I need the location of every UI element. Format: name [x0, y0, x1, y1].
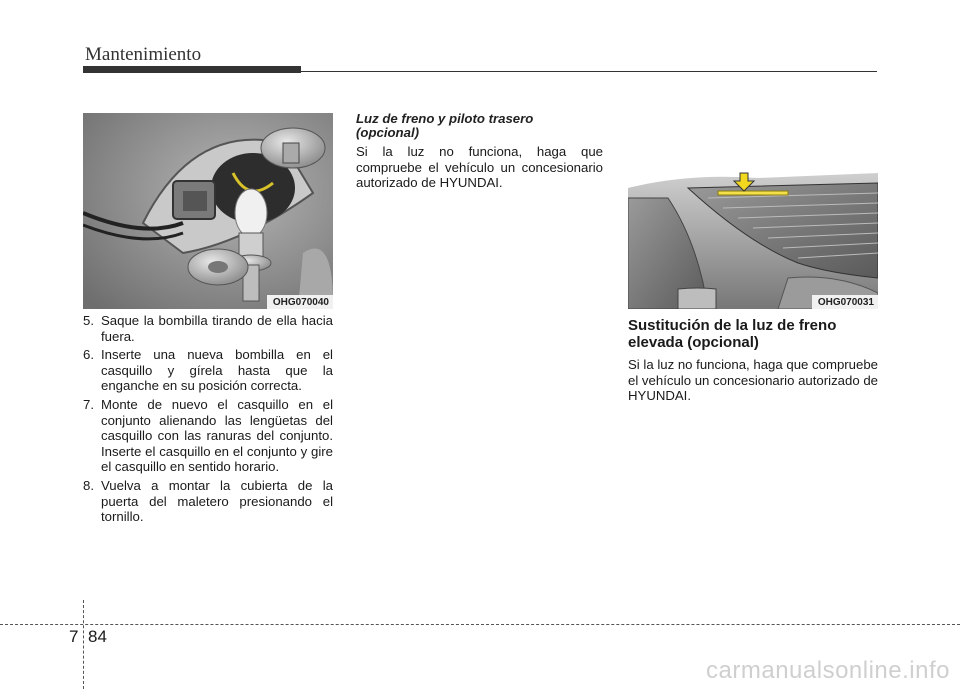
- car-rear-illustration: [628, 113, 878, 309]
- watermark: carmanualsonline.info: [706, 657, 950, 684]
- bulb-socket-illustration: [83, 113, 333, 309]
- figure-code: OHG070040: [267, 295, 333, 309]
- step-item: 6. Inserte una nueva bombilla en el casquillo y gírela hasta que la enganche en su posición correcta.: [83, 347, 333, 394]
- chapter-number: 7: [69, 627, 79, 646]
- steps-column: [83, 313, 333, 528]
- figure-code: OHG070031: [812, 295, 878, 309]
- step-item: 8. Vuelva a montar la cubierta de la puerta del maletero presionando el tornillo.: [83, 477, 333, 525]
- car-rear-drawing: [628, 113, 878, 309]
- step-item: 5. Saque la bombilla tirando de ella hacia fuera.: [83, 313, 333, 344]
- header-bar: [83, 66, 301, 73]
- body-paragraph: Si la luz no funciona, haga que compruebe el vehículo un concesionario autorizado de HYUNDAI.: [628, 357, 879, 404]
- subheading: Luz de freno y piloto trasero (opcional): [356, 111, 534, 140]
- body-paragraph: Si la luz no funciona, haga que compruebe el vehículo un concesionario autorizado de HYUNDAI.: [356, 144, 603, 191]
- section-heading: Sustitución de la luz de freno elevada (opcional): [628, 317, 837, 351]
- middle-column: [356, 112, 603, 191]
- header-rule: [301, 71, 877, 72]
- steps-list: [83, 313, 333, 525]
- page-number: 84: [88, 627, 107, 646]
- footer-divider: [83, 600, 84, 689]
- bulb-socket-drawing: [83, 113, 333, 309]
- section-title: Mantenimiento: [85, 44, 202, 65]
- footer-rule: [0, 624, 960, 625]
- step-item: 7. Monte de nuevo el casquillo en el conjunto alienando las lengüetas del casquillo con las ranuras del conjunto. Inserte el casquillo en el conjunto y gire el casquillo en sentido horario.: [83, 396, 333, 475]
- right-column: [628, 317, 878, 404]
